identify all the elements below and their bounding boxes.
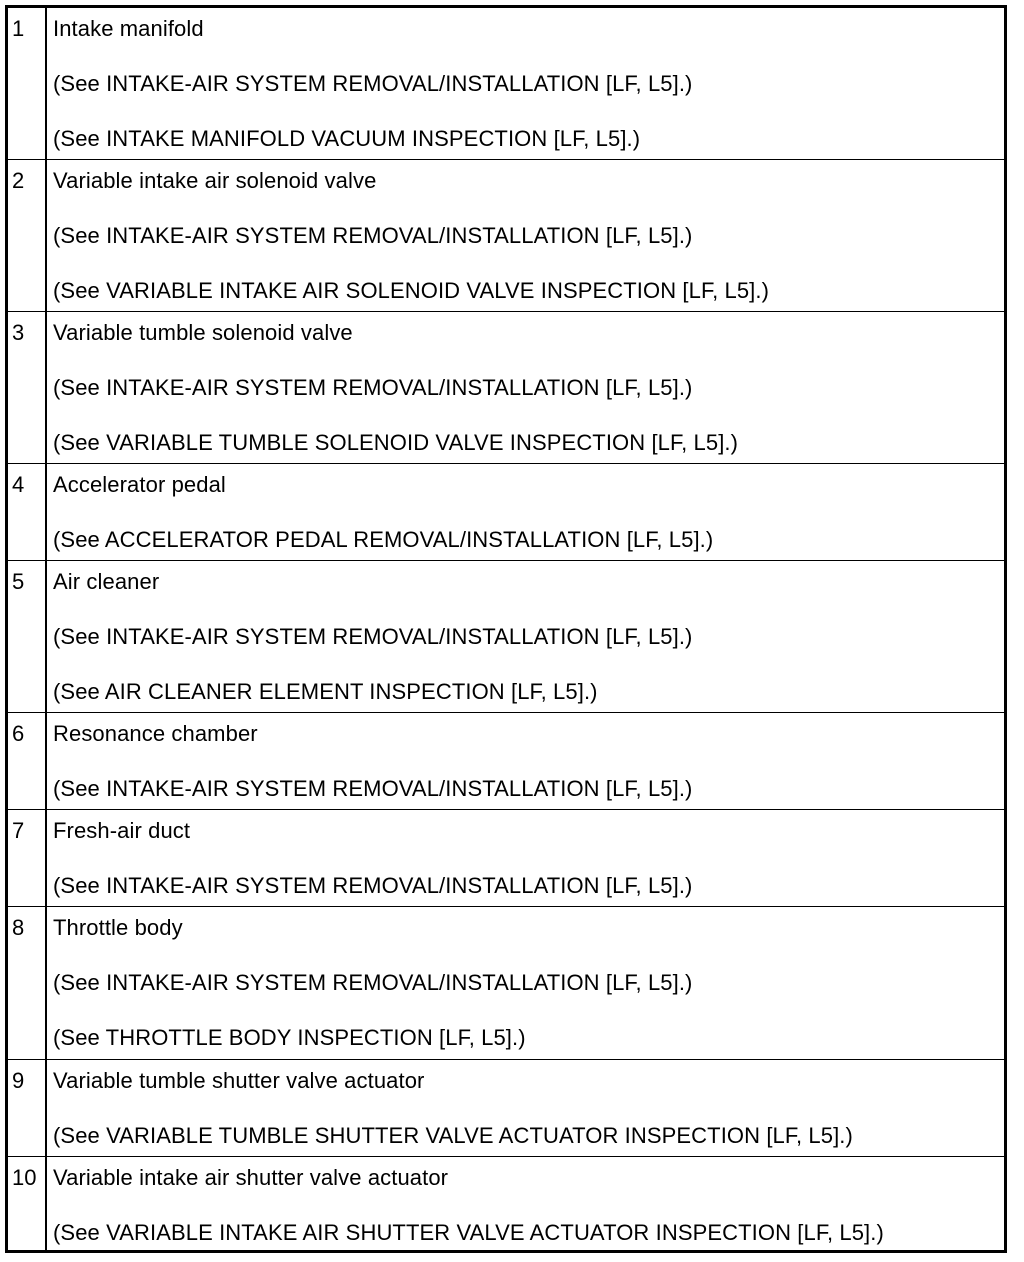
item-description xyxy=(46,1156,1004,1250)
parts-table xyxy=(8,8,1004,1250)
item-description xyxy=(46,8,1004,159)
part-name: Throttle body xyxy=(53,914,183,940)
item-description xyxy=(46,712,1004,809)
reference-link[interactable]: (See INTAKE-AIR SYSTEM REMOVAL/INSTALLATION [LF, L5].) xyxy=(53,222,693,248)
reference-link[interactable]: (See INTAKE-AIR SYSTEM REMOVAL/INSTALLATION [LF, L5].) xyxy=(53,872,693,898)
part-name: Air cleaner xyxy=(53,568,160,594)
item-description xyxy=(46,809,1004,906)
part-name: Accelerator pedal xyxy=(53,471,226,497)
table-row xyxy=(8,159,1004,311)
reference-link[interactable]: (See INTAKE-AIR SYSTEM REMOVAL/INSTALLATION [LF, L5].) xyxy=(53,775,693,801)
table-row xyxy=(8,8,1004,159)
item-description xyxy=(46,1059,1004,1156)
part-name: Variable intake air solenoid valve xyxy=(53,167,377,193)
table-row xyxy=(8,809,1004,906)
item-number: 7 xyxy=(8,809,46,906)
reference-link[interactable]: (See INTAKE MANIFOLD VACUUM INSPECTION [LF, L5].) xyxy=(53,126,641,151)
table-row xyxy=(8,560,1004,712)
table-row xyxy=(8,463,1004,560)
item-description xyxy=(46,311,1004,463)
item-description xyxy=(46,560,1004,712)
reference-link[interactable]: (See VARIABLE INTAKE AIR SOLENOID VALVE INSPECTION [LF, L5].) xyxy=(53,277,770,303)
part-name: Resonance chamber xyxy=(53,720,258,746)
reference-link[interactable]: (See AIR CLEANER ELEMENT INSPECTION [LF, L5].) xyxy=(53,678,598,704)
table-row xyxy=(8,1156,1004,1250)
parts-table-frame xyxy=(5,5,1007,1253)
table-row xyxy=(8,1059,1004,1156)
reference-link[interactable]: (See VARIABLE INTAKE AIR SHUTTER VALVE ACTUATOR INSPECTION [LF, L5].) xyxy=(53,1219,884,1245)
part-name: Variable tumble solenoid valve xyxy=(53,319,353,345)
item-number: 9 xyxy=(8,1059,46,1156)
table-row xyxy=(8,906,1004,1059)
item-number: 8 xyxy=(8,906,46,1059)
reference-link[interactable]: (See INTAKE-AIR SYSTEM REMOVAL/INSTALLATION [LF, L5].) xyxy=(53,969,693,995)
part-name: Fresh-air duct xyxy=(53,817,191,843)
item-description xyxy=(46,906,1004,1059)
part-name: Intake manifold xyxy=(53,16,204,41)
item-number: 6 xyxy=(8,712,46,809)
item-number: 4 xyxy=(8,463,46,560)
item-number: 3 xyxy=(8,311,46,463)
reference-link[interactable]: (See INTAKE-AIR SYSTEM REMOVAL/INSTALLATION [LF, L5].) xyxy=(53,374,693,400)
part-name: Variable tumble shutter valve actuator xyxy=(53,1067,425,1093)
item-description xyxy=(46,463,1004,560)
item-number: 5 xyxy=(8,560,46,712)
part-name: Variable intake air shutter valve actuator xyxy=(53,1164,449,1190)
reference-link[interactable]: (See INTAKE-AIR SYSTEM REMOVAL/INSTALLATION [LF, L5].) xyxy=(53,71,693,96)
table-row xyxy=(8,311,1004,463)
item-number: 1 xyxy=(8,8,46,159)
item-number: 10 xyxy=(8,1156,46,1250)
reference-link[interactable]: (See THROTTLE BODY INSPECTION [LF, L5].) xyxy=(53,1024,526,1050)
table-row xyxy=(8,712,1004,809)
reference-link[interactable]: (See INTAKE-AIR SYSTEM REMOVAL/INSTALLATION [LF, L5].) xyxy=(53,623,693,649)
reference-link[interactable]: (See ACCELERATOR PEDAL REMOVAL/INSTALLATION [LF, L5].) xyxy=(53,526,714,552)
item-description xyxy=(46,159,1004,311)
reference-link[interactable]: (See VARIABLE TUMBLE SOLENOID VALVE INSPECTION [LF, L5].) xyxy=(53,429,739,455)
item-number: 2 xyxy=(8,159,46,311)
reference-link[interactable]: (See VARIABLE TUMBLE SHUTTER VALVE ACTUATOR INSPECTION [LF, L5].) xyxy=(53,1122,853,1148)
